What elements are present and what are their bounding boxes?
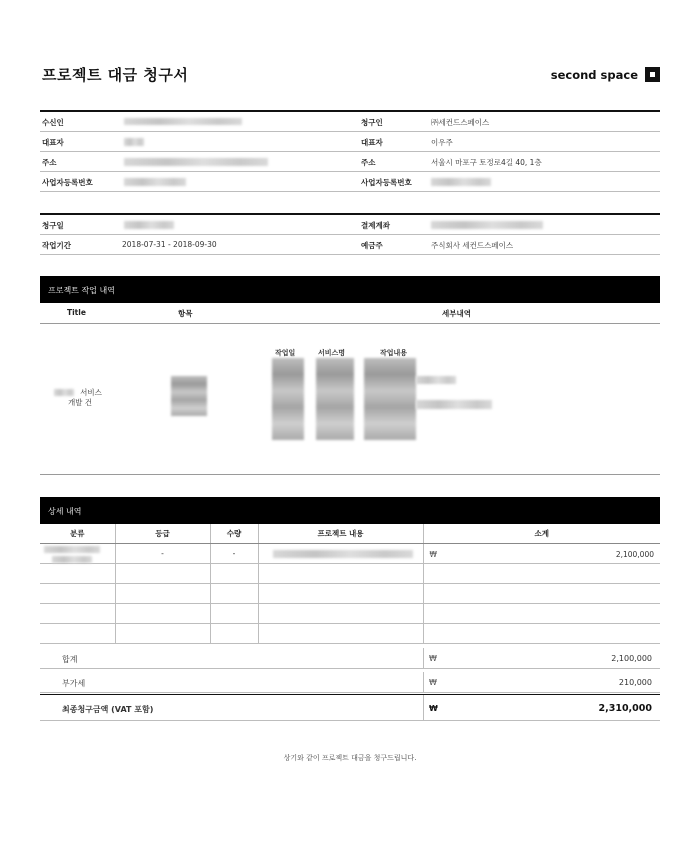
detail-section-title: 상세 내역 bbox=[48, 507, 82, 516]
billing-info-table bbox=[40, 213, 660, 255]
sum-value: 2,100,000 bbox=[611, 654, 652, 663]
subtotal-value: 2,100,000 bbox=[615, 549, 654, 559]
final-total-row bbox=[40, 694, 660, 721]
redacted-work-contents bbox=[364, 358, 416, 440]
detail-col-qty: 수량 bbox=[210, 524, 258, 543]
sub-header-date: 작업일 bbox=[275, 349, 296, 357]
redacted-recipient-address bbox=[124, 158, 268, 166]
footer-note: 상기와 같이 프로젝트 대금을 청구드립니다. bbox=[283, 754, 417, 762]
redacted-recipient bbox=[124, 118, 242, 125]
info-row bbox=[40, 112, 660, 132]
work-col-item: 항목 bbox=[178, 309, 193, 318]
won-symbol: ₩ bbox=[429, 549, 437, 559]
sub-header-service: 서비스명 bbox=[318, 349, 346, 357]
redacted-work-contents-extra bbox=[416, 400, 492, 409]
detail-cell-subtotal bbox=[423, 543, 660, 563]
detail-cell-category bbox=[40, 543, 115, 563]
invoice-page bbox=[40, 0, 660, 861]
redacted-work-item bbox=[171, 376, 207, 416]
redacted-recipient-rep bbox=[124, 138, 144, 146]
work-table-header bbox=[40, 303, 660, 324]
work-project-title bbox=[50, 388, 110, 408]
info-row bbox=[40, 132, 660, 152]
won-symbol: ₩ bbox=[429, 704, 438, 713]
info-row bbox=[40, 152, 660, 172]
table-row bbox=[40, 603, 660, 623]
info-row bbox=[40, 235, 660, 255]
redacted-category bbox=[52, 556, 92, 563]
project-title-line2: 개발 건 bbox=[67, 398, 93, 407]
detail-header-row bbox=[40, 524, 660, 543]
detail-table bbox=[40, 524, 660, 644]
recipient-address-label: 주소 bbox=[42, 158, 57, 167]
issuer-bizno-label: 사업자등록번호 bbox=[361, 178, 412, 187]
issuer-label: 청구인 bbox=[361, 118, 383, 127]
issuer-value: ㈜세컨드스페이스 bbox=[431, 118, 490, 127]
table-row bbox=[40, 543, 660, 563]
detail-col-subtotal: 소계 bbox=[423, 524, 660, 543]
recipient-rep-label: 대표자 bbox=[42, 138, 64, 147]
account-label: 결제계좌 bbox=[361, 221, 390, 230]
period-label: 작업기간 bbox=[42, 241, 71, 250]
sum-row bbox=[40, 648, 660, 669]
brand-name: second space bbox=[550, 67, 638, 82]
brand-logo bbox=[551, 67, 660, 82]
vat-row bbox=[40, 672, 660, 693]
project-title-line1: 서비스 bbox=[80, 388, 102, 397]
recipient-label: 수신인 bbox=[42, 118, 64, 127]
brand-square-icon bbox=[645, 67, 660, 82]
redacted-account bbox=[431, 221, 543, 229]
work-section-header bbox=[40, 276, 660, 303]
redacted-billing-date bbox=[124, 221, 174, 229]
table-row bbox=[40, 583, 660, 603]
period-value: 2018-07-31 - 2018-09-30 bbox=[122, 240, 217, 249]
detail-cell-qty: - bbox=[210, 543, 258, 563]
detail-col-content: 프로젝트 내용 bbox=[258, 524, 423, 543]
billing-date-label: 청구일 bbox=[42, 221, 64, 230]
holder-value: 주식회사 세컨드스페이스 bbox=[431, 241, 514, 250]
table-row bbox=[40, 623, 660, 643]
redacted-work-services bbox=[316, 358, 354, 440]
detail-cell-content bbox=[258, 543, 423, 563]
detail-cell-grade: - bbox=[115, 543, 210, 563]
issuer-rep-value: 이우주 bbox=[431, 138, 453, 147]
final-total-label: 최종청구금액 (VAT 포함) bbox=[62, 705, 154, 714]
holder-label: 예금주 bbox=[361, 241, 383, 250]
recipient-bizno-label: 사업자등록번호 bbox=[42, 178, 93, 187]
detail-col-category: 분류 bbox=[40, 524, 115, 543]
work-col-detail: 세부내역 bbox=[442, 309, 471, 318]
work-table-body bbox=[40, 324, 660, 475]
work-col-title: Title bbox=[67, 308, 86, 317]
issuer-address-label: 주소 bbox=[361, 158, 376, 167]
redacted-issuer-bizno bbox=[431, 178, 491, 186]
page-title: 프로젝트 대금 청구서 bbox=[42, 66, 189, 84]
issuer-address-value: 서울시 마포구 토정로4길 40, 1층 bbox=[431, 158, 542, 167]
vat-value: 210,000 bbox=[618, 678, 652, 687]
redacted-content bbox=[273, 550, 413, 558]
vat-label: 부가세 bbox=[62, 679, 86, 688]
table-row bbox=[40, 563, 660, 583]
won-symbol: ₩ bbox=[429, 678, 437, 687]
info-row bbox=[40, 172, 660, 192]
sum-label: 합계 bbox=[62, 655, 78, 664]
issuer-rep-label: 대표자 bbox=[361, 138, 383, 147]
redacted-work-contents-extra bbox=[416, 376, 456, 384]
detail-col-grade: 등급 bbox=[115, 524, 210, 543]
sub-header-content: 작업내용 bbox=[380, 349, 408, 357]
redacted-recipient-bizno bbox=[124, 178, 186, 186]
info-row bbox=[40, 215, 660, 235]
invoice-header bbox=[40, 64, 660, 88]
detail-section-header bbox=[40, 497, 660, 524]
work-section-title: 프로젝트 작업 내역 bbox=[48, 286, 115, 295]
redacted-work-dates bbox=[272, 358, 304, 440]
won-symbol: ₩ bbox=[429, 654, 437, 663]
final-total-value: 2,310,000 bbox=[598, 703, 652, 714]
party-info-table bbox=[40, 110, 660, 192]
redacted-category bbox=[44, 546, 100, 553]
